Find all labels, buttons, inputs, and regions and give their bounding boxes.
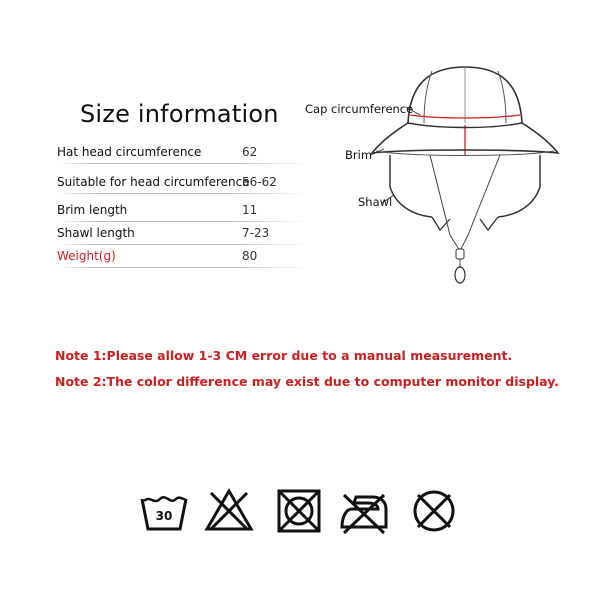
spec-divider (57, 244, 307, 245)
spec-label: Hat head circumference (57, 145, 202, 159)
hat-outline-icon (300, 55, 570, 295)
page-title: Size information (80, 100, 279, 128)
spec-value: 62 (242, 145, 258, 159)
spec-value: 80 (242, 249, 258, 263)
spec-row-hat-head-circumference (57, 142, 307, 164)
do-not-bleach-icon (203, 485, 255, 537)
wash-temperature: 30 (155, 509, 173, 523)
spec-label: Shawl length (57, 226, 135, 240)
note-1: Note 1:Please allow 1-3 CM error due to a manual measurement. (55, 348, 513, 363)
spec-label: Suitable for head circumference (57, 175, 250, 189)
hat-diagram (300, 55, 570, 295)
spec-row-shawl-length (57, 223, 307, 245)
shawl-label: Shawl (358, 195, 393, 209)
do-not-iron-icon (338, 485, 390, 537)
spec-row-weight (57, 246, 307, 268)
do-not-tumble-dry-icon (273, 485, 325, 537)
spec-label: Brim length (57, 203, 128, 217)
spec-value: 11 (242, 203, 258, 217)
spec-divider (57, 267, 307, 268)
spec-row-brim-length (57, 200, 307, 222)
wash-30-icon (138, 485, 190, 537)
brim-label: Brim (345, 148, 373, 162)
spec-value: 56-62 (242, 175, 277, 189)
spec-divider (57, 163, 307, 164)
do-not-dry-clean-icon (408, 485, 460, 537)
spec-label: Weight(g) (57, 249, 116, 263)
spec-divider (57, 221, 307, 222)
spec-divider (57, 193, 307, 194)
cap-circumference-label: Cap circumference (305, 102, 414, 116)
note-2: Note 2:The color difference may exist due to computer monitor display. (55, 374, 559, 389)
spec-row-suitable-head-circumference (57, 172, 307, 194)
spec-value: 7-23 (242, 226, 270, 240)
